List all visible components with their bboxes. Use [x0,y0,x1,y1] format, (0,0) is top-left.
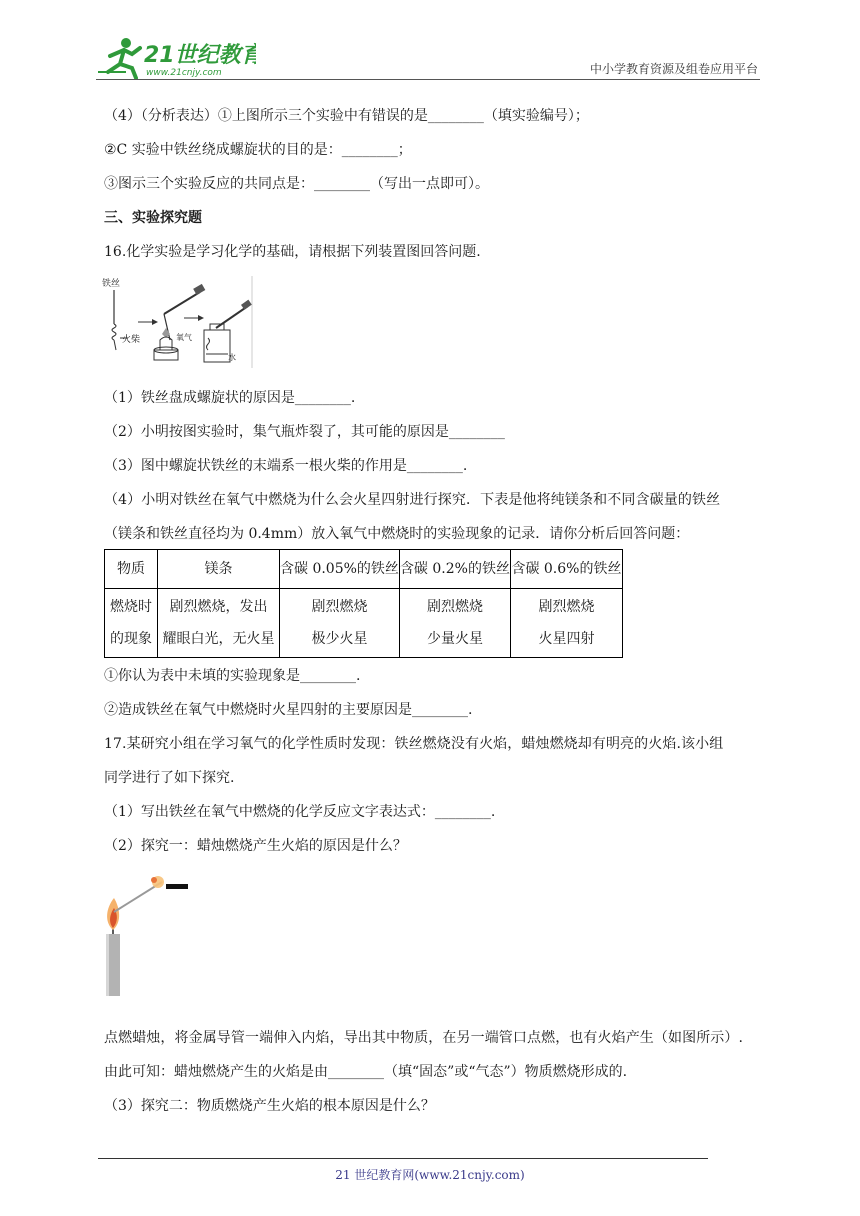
q17-part1: （1）写出铁丝在氧气中燃烧的化学反应文字表达式：________. [104,804,496,820]
table-header-cell: 含碳 0.2%的铁丝 [399,550,510,589]
table-row [105,589,623,658]
table-cell [280,589,400,658]
section-title: 三、实验探究题 [104,210,202,226]
footer-link[interactable]: 21 世纪教育网(www.21cnjy.com) [335,1168,525,1182]
q4-c-purpose-line: ②C 实验中铁丝绕成螺旋状的目的是：________； [104,142,412,158]
site-logo [96,34,256,80]
table-cell-text: 的现象 [110,631,152,647]
svg-text:www.21cnjy.com: www.21cnjy.com [146,68,222,78]
q17-stem-line1: 17.某研究小组在学习氧气的化学性质时发现：铁丝燃烧没有火焰，蜡烛燃烧却有明亮的火焰.该小组 [104,736,724,752]
q17-part2: （2）探究一：蜡烛燃烧产生火焰的原因是什么？ [104,838,407,854]
table-header-cell: 含碳 0.05%的铁丝 [280,550,400,589]
combustion-table [104,549,623,658]
table-cell [510,589,622,658]
footer-text [0,1166,860,1183]
q16-part4-line2: （镁条和铁丝直径均为 0.4mm）放入氧气中燃烧时的实验现象的记录．请你分析后回答问题： [104,526,690,542]
q17-desc-line1: 点燃蜡烛，将金属导管一端伸入内焰，导出其中物质，在另一端管口点燃，也有火焰产生（如图所示）. [104,1030,744,1046]
table-header-cell: 镁条 [158,550,280,589]
table-cell-text: 耀眼白光，无火星 [162,631,275,647]
runner-icon [98,38,140,78]
table-header-cell: 含碳 0.6%的铁丝 [510,550,622,589]
q4-analysis-line: （4）（分析表达）①上图所示三个实验中有错误的是________（填实验编号）； [104,108,589,124]
table-cell-text: 剧烈燃烧 [311,599,368,615]
q16-sub2: ②造成铁丝在氧气中燃烧时火星四射的主要原因是________. [104,702,473,718]
table-header-cell: 物质 [105,550,158,589]
svg-text:水: 水 [228,353,236,362]
svg-text:氧气: 氧气 [176,333,192,342]
table-cell-text: 极少火星 [311,631,368,647]
q16-part2: （2）小明按图实验时，集气瓶炸裂了，其可能的原因是________ [104,424,505,440]
svg-text:21世纪教育: 21世纪教育 [144,43,256,68]
q16-part1: （1）铁丝盘成螺旋状的原因是________. [104,390,356,406]
table-cell-text: 剧烈燃烧 [426,599,483,615]
table-cell [158,589,280,658]
candle-tube-figure [100,868,192,1000]
svg-text:铁丝: 铁丝 [102,279,121,289]
q16-stem: 16.化学实验是学习化学的基础，请根据下列装置图回答问题. [104,244,481,260]
table-cell-text: 火星四射 [538,631,595,647]
table-cell-text: 少量火星 [426,631,483,647]
q16-part3: （3）图中螺旋状铁丝的末端系一根火柴的作用是________. [104,458,468,474]
table-header-row [105,550,623,589]
q16-sub1: ①你认为表中未填的实验现象是________. [104,668,361,684]
svg-text:火柴: 火柴 [122,335,141,345]
table-cell-text: 燃烧时 [110,599,152,615]
platform-title: 中小学教育资源及组卷应用平台 [589,62,758,76]
table-cell [399,589,510,658]
iron-wire-experiment-figure [100,274,256,370]
table-cell-text: 剧烈燃烧 [538,599,595,615]
q17-part3: （3）探究二：物质燃烧产生火焰的根本原因是什么？ [104,1098,435,1114]
q16-part4-line1: （4）小明对铁丝在氧气中燃烧为什么会火星四射进行探究．下表是他将纯镁条和不同含碳量的铁丝 [104,492,721,508]
footer-divider [98,1158,708,1159]
table-cell-text: 剧烈燃烧，发出 [169,599,268,615]
table-row-label [105,589,158,658]
q17-desc-line2: 由此可知：蜡烛燃烧产生的火焰是由________（填“固态”或“气态”）物质燃烧形成的. [104,1064,628,1080]
q4-common-line: ③图示三个实验反应的共同点是：________（写出一点即可）。 [104,176,489,192]
q17-stem-line2: 同学进行了如下探究. [104,770,235,786]
header-divider [96,79,760,80]
